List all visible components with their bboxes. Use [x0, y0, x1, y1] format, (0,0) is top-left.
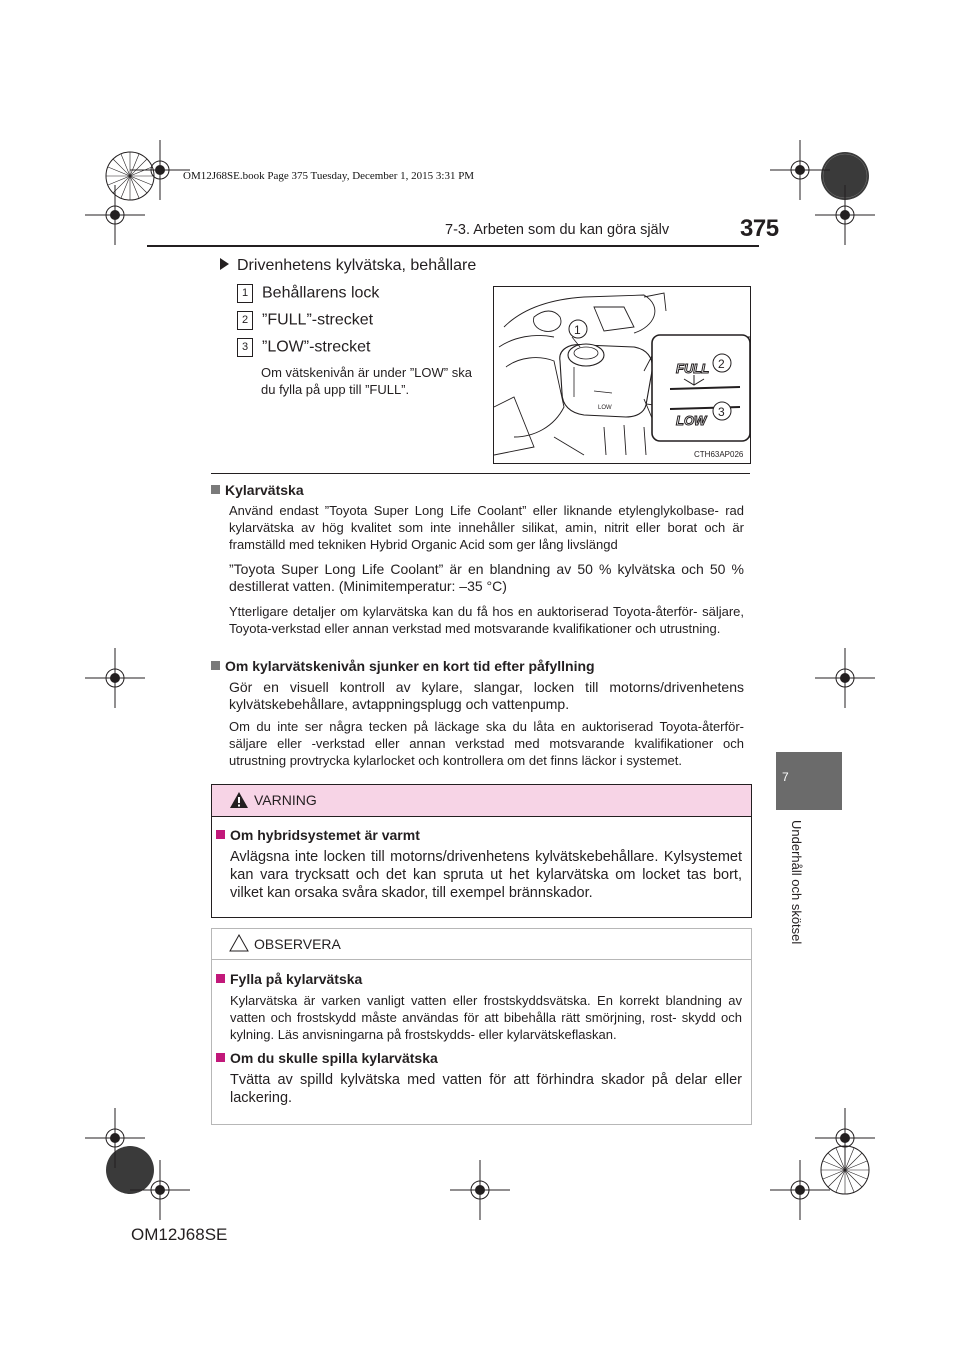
kylarvatska-paragraph-2: ”Toyota Super Long Life Coolant” är en blandning av 50 % kylvätska och 50 % destillerat vatten. (Minimitemperatur: –35 °C): [229, 561, 744, 594]
square-bullet-icon: [216, 974, 225, 983]
coolant-reservoir-figure: [493, 286, 751, 464]
crop-crosshair-icon: [85, 185, 145, 245]
crop-crosshair-icon: [85, 648, 145, 708]
crop-crosshair-icon: [770, 1160, 830, 1220]
square-bullet-icon: [216, 1053, 225, 1062]
full-mark-label: FULL: [676, 361, 710, 376]
crop-crosshair-icon: [815, 1108, 875, 1168]
item-number: 3: [237, 338, 253, 357]
item-number: 2: [237, 311, 253, 330]
warning-triangle-icon: [229, 791, 249, 809]
notice-header: [212, 929, 751, 960]
triangle-bullet-icon: [220, 258, 229, 270]
notice-label: OBSERVERA: [254, 936, 341, 952]
callout-2: 2: [718, 357, 725, 371]
notice-item2-text: Tvätta av spilld kylvätska med vatten för att förhindra skador på delar eller lackering.: [230, 1072, 742, 1106]
figure-code: CTH63AP026: [694, 450, 744, 459]
list-item: 3 ”LOW”-strecket: [237, 338, 370, 357]
sjunker-heading: Om kylarvätskenivån sjunker en kort tid efter påfyllning: [211, 658, 595, 674]
notice-item2-heading: Om du skulle spilla kylarvätska: [216, 1050, 438, 1066]
square-bullet-icon: [216, 830, 225, 839]
crop-crosshair-icon: [815, 185, 875, 245]
low-mark-label: LOW: [676, 413, 707, 428]
warning-text: Avlägsna inte locken till motorns/drivenhetens kylvätskebehållare. Kylsystemet kan vara trycksatt och det kan spruta ut het kylarvätska om locket tas bort, vilket kan orsaka svåra skador, till exempel brännskador.: [230, 849, 742, 901]
crop-crosshair-icon: [130, 1160, 190, 1220]
level-note: Om vätskenivån är under ”LOW” ska du fylla på upp till ”FULL”.: [261, 365, 472, 397]
warning-header: [212, 785, 751, 817]
header-divider: [147, 245, 759, 247]
section-divider: [211, 473, 750, 474]
list-item: 2 ”FULL”-strecket: [237, 311, 373, 330]
kylarvatska-heading: Kylarvätska: [211, 482, 304, 498]
crop-crosshair-icon: [815, 648, 875, 708]
warning-box: [211, 784, 752, 918]
kylarvatska-paragraph-1: Använd endast ”Toyota Super Long Life Coolant” eller liknande etylenglykolbase- rad kylarvätska av hög kvalitet som inte innehåller silikat, amin, nitrit eller borat och är framställd med tekniken Hybrid Organic Acid som ger lång livslängd: [229, 503, 744, 552]
crop-crosshair-icon: [85, 1108, 145, 1168]
notice-item1-text: Kylarvätska är varken vanligt vatten eller frostskyddsvätska. En korrekt blandning av vatten och frostskydd måste användas för att bibehålla rätt smörjning, rost- skydd och kylning. Läs anvisningarna på frostskydds- eller kylarvätskeflaskan.: [230, 993, 742, 1042]
page-number: 375: [740, 215, 779, 242]
engine-illustration: [494, 287, 750, 463]
kylarvatska-paragraph-3: Ytterligare detaljer om kylarvätska kan du få hos en auktoriserad Toyota-återför- säljare, Toyota-verkstad eller annan verkstad med motsvarande kvalifikationer och utrustning.: [229, 604, 744, 636]
chapter-label: Underhåll och skötsel: [789, 820, 804, 945]
callout-3: 3: [718, 405, 725, 419]
chapter-tab-number: 7: [782, 770, 789, 784]
footer-code: OM12J68SE: [131, 1225, 228, 1244]
warning-label: VARNING: [254, 792, 317, 808]
square-bullet-icon: [211, 661, 220, 670]
notice-item1-heading: Fylla på kylarvätska: [216, 971, 362, 987]
callout-1: 1: [574, 323, 581, 337]
book-stamp: OM12J68SE.book Page 375 Tuesday, December 1, 2015 3:31 PM: [183, 170, 475, 182]
sjunker-paragraph-1: Gör en visuell kontroll av kylare, slangar, locken till motorns/drivenhetens kylvätskebehållare, avtappningsplugg och vattenpump.: [229, 679, 744, 712]
sjunker-paragraph-2: Om du inte ser några tecken på läckage ska du låta en auktoriserad Toyota-återför- säljare eller -verkstad eller annan verkstad med motsvarande kvalifikationer och utrustning provtrycka kylarlocket och kontrollera om det finns läckor i systemet.: [229, 719, 744, 768]
notice-box: [211, 928, 752, 1125]
caution-triangle-icon: [229, 934, 249, 952]
crop-crosshair-icon: [450, 1160, 510, 1220]
warning-item-heading: Om hybridsystemet är varmt: [216, 827, 420, 843]
tank-label: LOW: [598, 405, 612, 411]
list-item: 1 Behållarens lock: [237, 284, 379, 303]
subsection-heading: Drivenhetens kylvätska, behållare: [220, 257, 476, 275]
square-bullet-icon: [211, 485, 220, 494]
section-title: 7-3. Arbeten som du kan göra själv: [445, 222, 670, 238]
item-number: 1: [237, 284, 253, 303]
